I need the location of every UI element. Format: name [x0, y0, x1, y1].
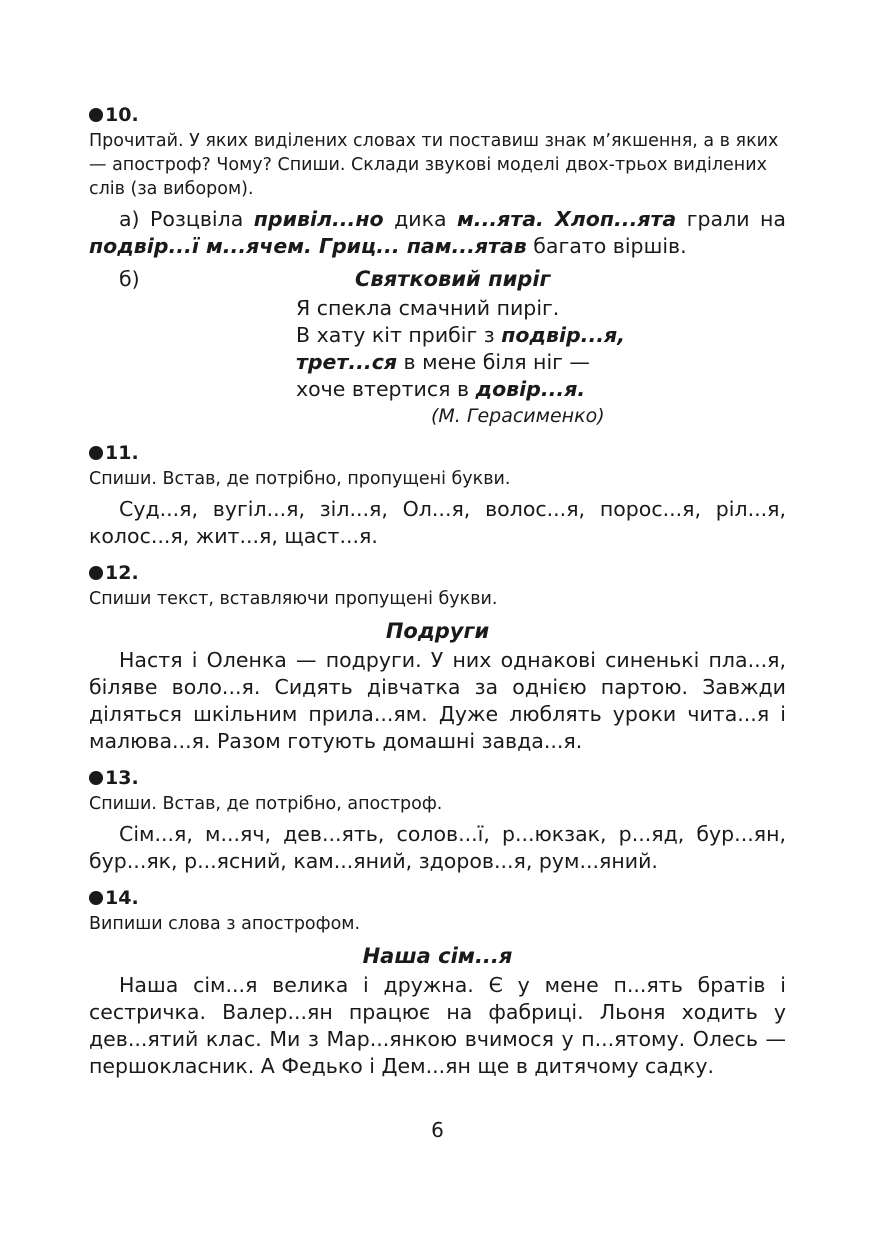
bullet-dot-icon: [89, 891, 103, 905]
exercise-14-title: Наша сім...я: [362, 944, 513, 968]
exercise-10-number: 10.: [89, 104, 786, 126]
page-content: [89, 100, 786, 1080]
part-b-label: б): [119, 267, 140, 291]
poem-line: хоче втертися в довір...я.: [296, 377, 586, 401]
exercise-11-number: 11.: [89, 442, 786, 464]
exercise-13-text: Сім...я, м...яч, дев...ять, солов...ї, р...юкзак, р...яд, бур...ян, бур...як, р...ясний, кам...яний, здоров...я, рум...яний.: [89, 822, 786, 873]
poem-title: Святковий пиріг: [355, 267, 551, 291]
exercise-12-title: Подруги: [385, 619, 490, 643]
exercise-11-text: Суд...я, вугіл...я, зіл...я, Ол...я, волос...я, порос...я, ріл...я, колос...я, жит...я, щаст...я.: [89, 497, 786, 548]
exercise-11-instruction: Спиши. Встав, де потрібно, пропущені букви.: [89, 469, 511, 489]
poem-line: трет...ся в мене біля ніг —: [296, 350, 590, 374]
exercise-13-number: 13.: [89, 767, 786, 789]
poem-header: [89, 266, 786, 293]
exercise-13-instruction: Спиши. Встав, де потрібно, апостроф.: [89, 794, 443, 814]
exercise-12-instruction: Спиши текст, вставляючи пропущені букви.: [89, 589, 498, 609]
exercise-12-text: Настя і Оленка — подруги. У них однакові синенькі пла...я, біляве воло...я. Сидять дівчатка за однією партою. Завжди діляться шкільним прила...ям. Дуже люблять уроки чита...я і малюва...я. Разом готують домашні завда...я.: [89, 648, 786, 753]
bullet-dot-icon: [89, 446, 103, 460]
exercise-14-instruction: Випиши слова з апострофом.: [89, 914, 361, 934]
bullet-dot-icon: [89, 566, 103, 580]
bullet-dot-icon: [89, 771, 103, 785]
poem-author: (М. Герасименко): [431, 405, 605, 427]
exercise-10-instruction: Прочитай. У яких виділених словах ти поставиш знак м’якшення, а в яких — апостроф? Чому? Спиши. Склади звукові моделі двох-трьох виділених слів (за вибором).: [89, 131, 779, 199]
exercise-14-text: Наша сім...я велика і дружна. Є у мене п...ять братів і сестричка. Валер...ян працює на фабриці. Льоня ходить у дев...ятий клас. Ми з Мар...янкою вчимося у п...ятому. Олесь — першокласник. А Федько і Дем...ян ще в дитячому садку.: [89, 973, 786, 1078]
bullet-dot-icon: [89, 108, 103, 122]
poem-line: В хату кіт прибіг з подвір...я,: [296, 323, 625, 347]
page-number: 6: [431, 1118, 444, 1142]
exercise-12-number: 12.: [89, 562, 786, 584]
poem-line: Я спекла смачний пиріг.: [296, 296, 560, 320]
exercise-10-part-a: а) Розцвіла привіл...но дика м...ята. Хлоп...ята грали на подвір...ї м...ячем. Гриц... пам...ятав багато віршів.: [89, 207, 786, 258]
poem: [296, 295, 786, 430]
exercise-14-number: 14.: [89, 887, 786, 909]
